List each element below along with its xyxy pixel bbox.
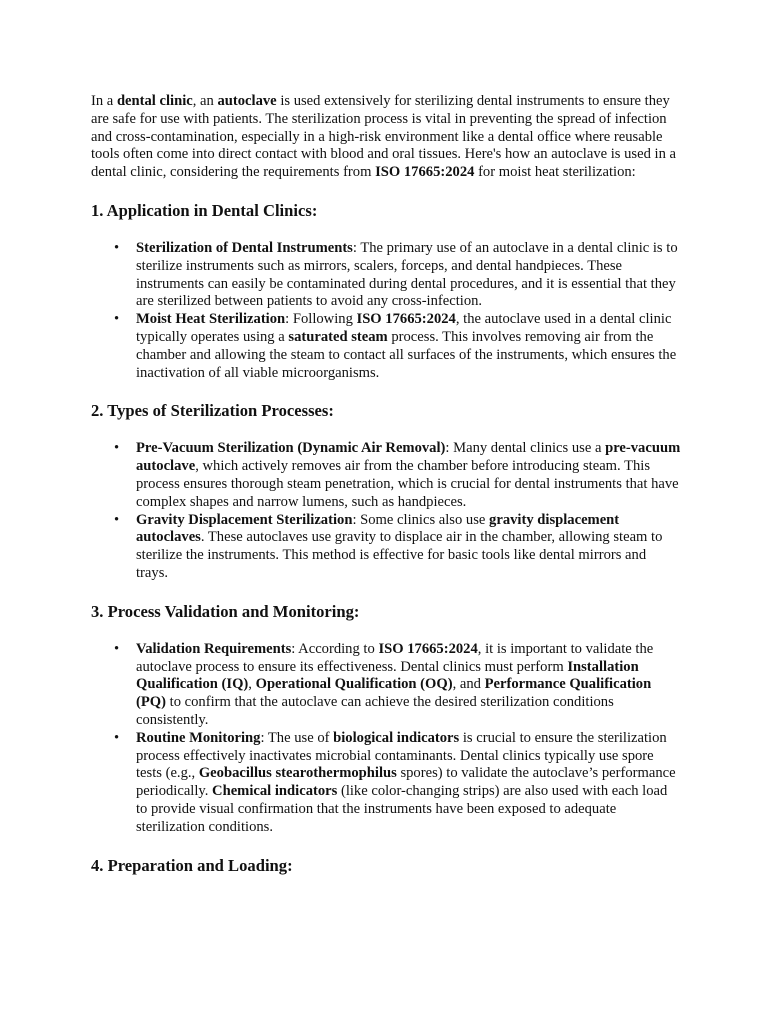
list-item: • Validation Requirements: According to ISO 17665:2024, it is important to validate the autoclave process to ensure its effectiveness. Dental clinics must perform Installation Qualification (IQ), Operational Qualification (OQ), and Performance Qualification (PQ) to confirm that the autoclave can achieve the desired sterilization conditions consistently. — [136, 641, 681, 730]
bold-text: Moist Heat Sterilization — [136, 311, 286, 328]
bold-text: Gravity Displacement Sterilization — [136, 511, 353, 528]
bold-text: saturated steam — [288, 328, 388, 345]
list-item: • Pre-Vacuum Sterilization (Dynamic Air Removal): Many dental clinics use a pre-vacuum autoclave, which actively removes air from the chamber before introducing steam. This process ensures thorough steam penetration, which is crucial for dental instruments that have complex shapes and narrow lumens, such as handpieces. — [136, 440, 681, 511]
section-heading-application: 1. Application in Dental Clinics: — [91, 200, 318, 220]
bullet-list-types — [91, 440, 680, 582]
bold-text: biological indicators — [333, 729, 460, 746]
bullet-list-validation — [91, 641, 680, 837]
bold-text: Chemical indicators — [212, 783, 338, 800]
intro-paragraph: In a dental clinic, an autoclave is used extensively for sterilizing dental instruments to ensure they are safe for use with patients. The sterilization process is vital in preventing the spread of infection and cross-contamination, especially in a high-risk environment like a dental office where reusable tools often come into direct contact with blood and oral tissues. Here's how an autoclave is used in a dental clinic, considering the requirements from ISO 17665:2024 for moist heat sterilization: — [91, 93, 677, 181]
bold-text: pre-vacuum autoclave — [136, 440, 681, 475]
bold-text: Pre-Vacuum Sterilization (Dynamic Air Removal) — [136, 440, 446, 457]
bold-text: Routine Monitoring — [136, 729, 261, 746]
bold-text: Performance Qualification (PQ) — [136, 676, 652, 711]
section-heading-validation: 3. Process Validation and Monitoring: — [91, 601, 360, 621]
bold-text: Operational Qualification (OQ) — [255, 676, 453, 693]
section-heading-preparation: 4. Preparation and Loading: — [91, 855, 293, 875]
bold-text: gravity displacement autoclaves — [136, 511, 620, 546]
list-item: • Moist Heat Sterilization: Following ISO 17665:2024, the autoclave used in a dental clinic typically operates using a saturated steam process. This involves removing air from the chamber and allowing the steam to contact all surfaces of the instruments, which ensures the inactivation of all viable microorganisms. — [136, 311, 681, 382]
bold-text: Sterilization of Dental Instruments — [136, 239, 353, 256]
bold-text: ISO 17665:2024 — [375, 164, 475, 181]
bold-text: dental clinic — [116, 93, 193, 109]
bold-text: autoclave — [217, 93, 277, 109]
list-item: • Gravity Displacement Sterilization: Some clinics also use gravity displacement autoclaves. These autoclaves use gravity to displace air in the chamber, allowing steam to sterilize the instruments. This method is effective for basic tools like dental mirrors and trays. — [136, 512, 681, 583]
bold-text: Validation Requirements — [136, 640, 292, 657]
bold-text: Installation Qualification (IQ) — [136, 658, 639, 693]
bold-text: ISO 17665:2024 — [378, 640, 478, 657]
bold-text: Geobacillus stearothermophilus — [198, 765, 397, 782]
bold-text: ISO 17665:2024 — [356, 311, 456, 328]
bullet-list-application — [91, 240, 680, 382]
section-heading-types: 2. Types of Sterilization Processes: — [91, 401, 334, 421]
list-item: • Routine Monitoring: The use of biological indicators is crucial to ensure the sterilization process effectively inactivates microbial contaminants. Dental clinics typically use spore tests (e.g., Geobacillus stearothermophilus spores) to validate the autoclave’s performance periodically. Chemical indicators (like color-changing strips) are also used with each load to provide visual confirmation that the instruments have been exposed to adequate sterilization conditions. — [136, 730, 681, 837]
list-item: • Sterilization of Dental Instruments: The primary use of an autoclave in a dental clinic is to sterilize instruments such as mirrors, scalers, forceps, and dental handpieces. These instruments can easily be contaminated during dental procedures, and it is essential that they are sterilized between patients to avoid any cross-infection. — [136, 240, 681, 311]
